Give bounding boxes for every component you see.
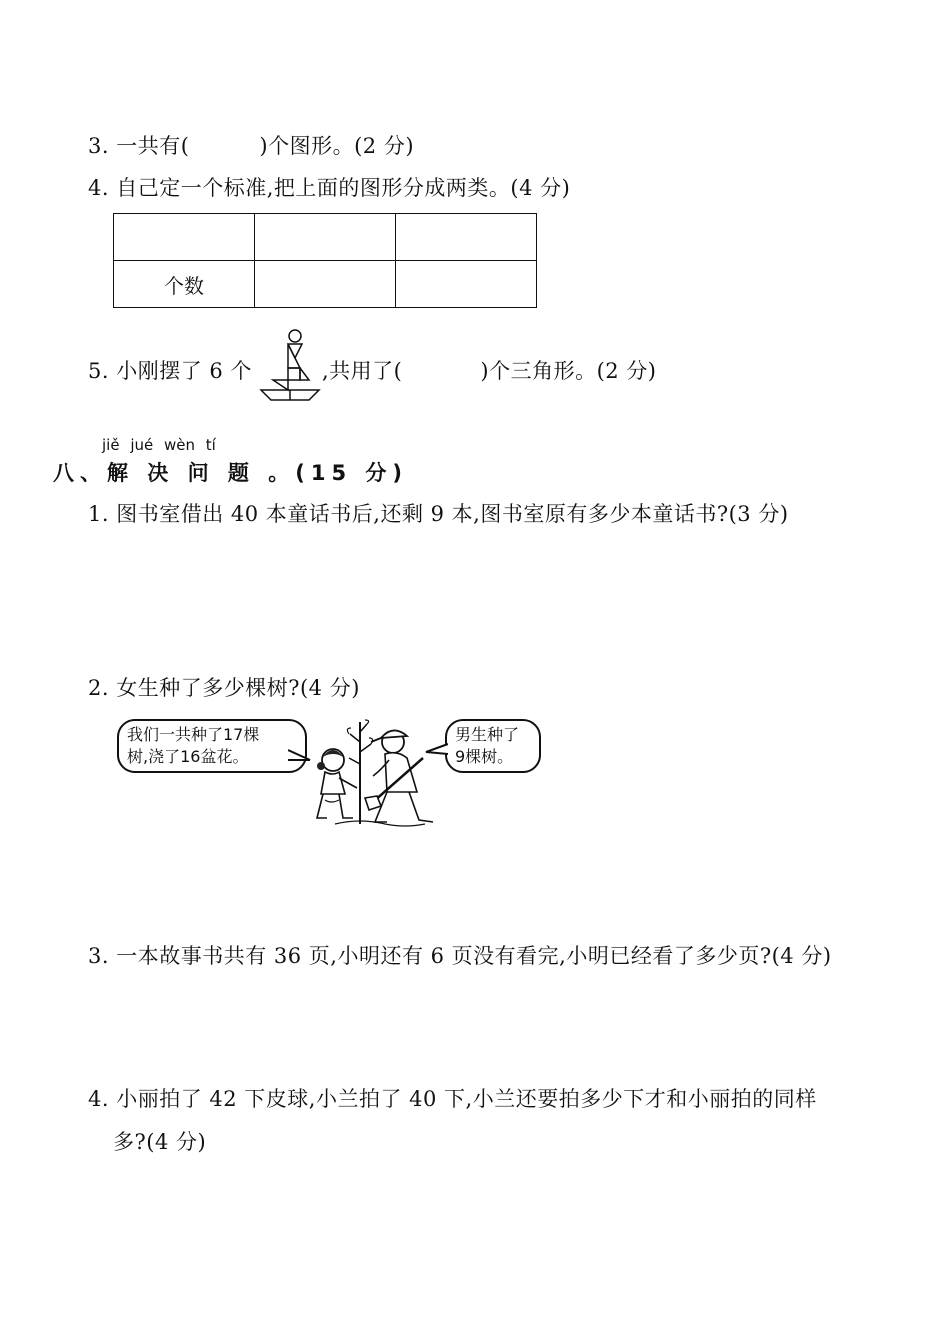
table-row	[114, 261, 537, 308]
speech-bubble-boy	[445, 719, 541, 773]
table-row	[114, 214, 537, 261]
section-pinyin: jiě jué wèn tí	[102, 436, 216, 454]
bubble-boy-line2: 9棵树。	[455, 747, 514, 766]
problem-4-line2: 多?(4 分)	[113, 1130, 207, 1154]
table-cell[interactable]	[255, 214, 396, 261]
table-cell[interactable]	[396, 261, 537, 308]
table-cell[interactable]	[114, 214, 255, 261]
question-3-prefix: 3. 一共有(	[88, 134, 190, 158]
table-cell[interactable]	[255, 261, 396, 308]
tangram-boat-figure	[255, 328, 325, 406]
question-5	[88, 355, 252, 385]
bubble-girl-line2: 树,浇了16盆花。	[127, 747, 249, 766]
question-4: 4. 自己定一个标准,把上面的图形分成两类。(4 分)	[88, 176, 571, 200]
count-label-cell: 个数	[114, 261, 255, 308]
bubble-boy-line1: 男生种了	[455, 725, 520, 744]
table-cell[interactable]	[396, 214, 537, 261]
question-3-suffix: )个图形。(2 分)	[259, 134, 415, 158]
children-planting-tree-illustration	[305, 712, 440, 834]
problem-4-line1: 4. 小丽拍了 42 下皮球,小兰拍了 40 下,小兰还要拍多少下才和小丽拍的同样	[88, 1087, 817, 1111]
question-5-middle: ,共用了(	[322, 359, 403, 383]
question-5-rest	[322, 355, 657, 385]
speech-bubble-girl	[117, 719, 307, 773]
bubble-girl-line1: 我们一共种了17棵	[127, 725, 260, 744]
classification-table	[113, 213, 537, 308]
problem-3: 3. 一本故事书共有 36 页,小明还有 6 页没有看完,小明已经看了多少页?(4 分)	[88, 944, 832, 968]
question-5-prefix: 5. 小刚摆了 6 个	[88, 359, 252, 383]
section-title: 八、解 决 问 题 。(15 分)	[53, 461, 408, 485]
question-5-suffix: )个三角形。(2 分)	[480, 359, 657, 383]
problem-2: 2. 女生种了多少棵树?(4 分)	[88, 676, 360, 700]
problem-1: 1. 图书室借出 40 本童话书后,还剩 9 本,图书室原有多少本童话书?(3 分)	[88, 502, 789, 526]
question-3	[88, 130, 414, 160]
